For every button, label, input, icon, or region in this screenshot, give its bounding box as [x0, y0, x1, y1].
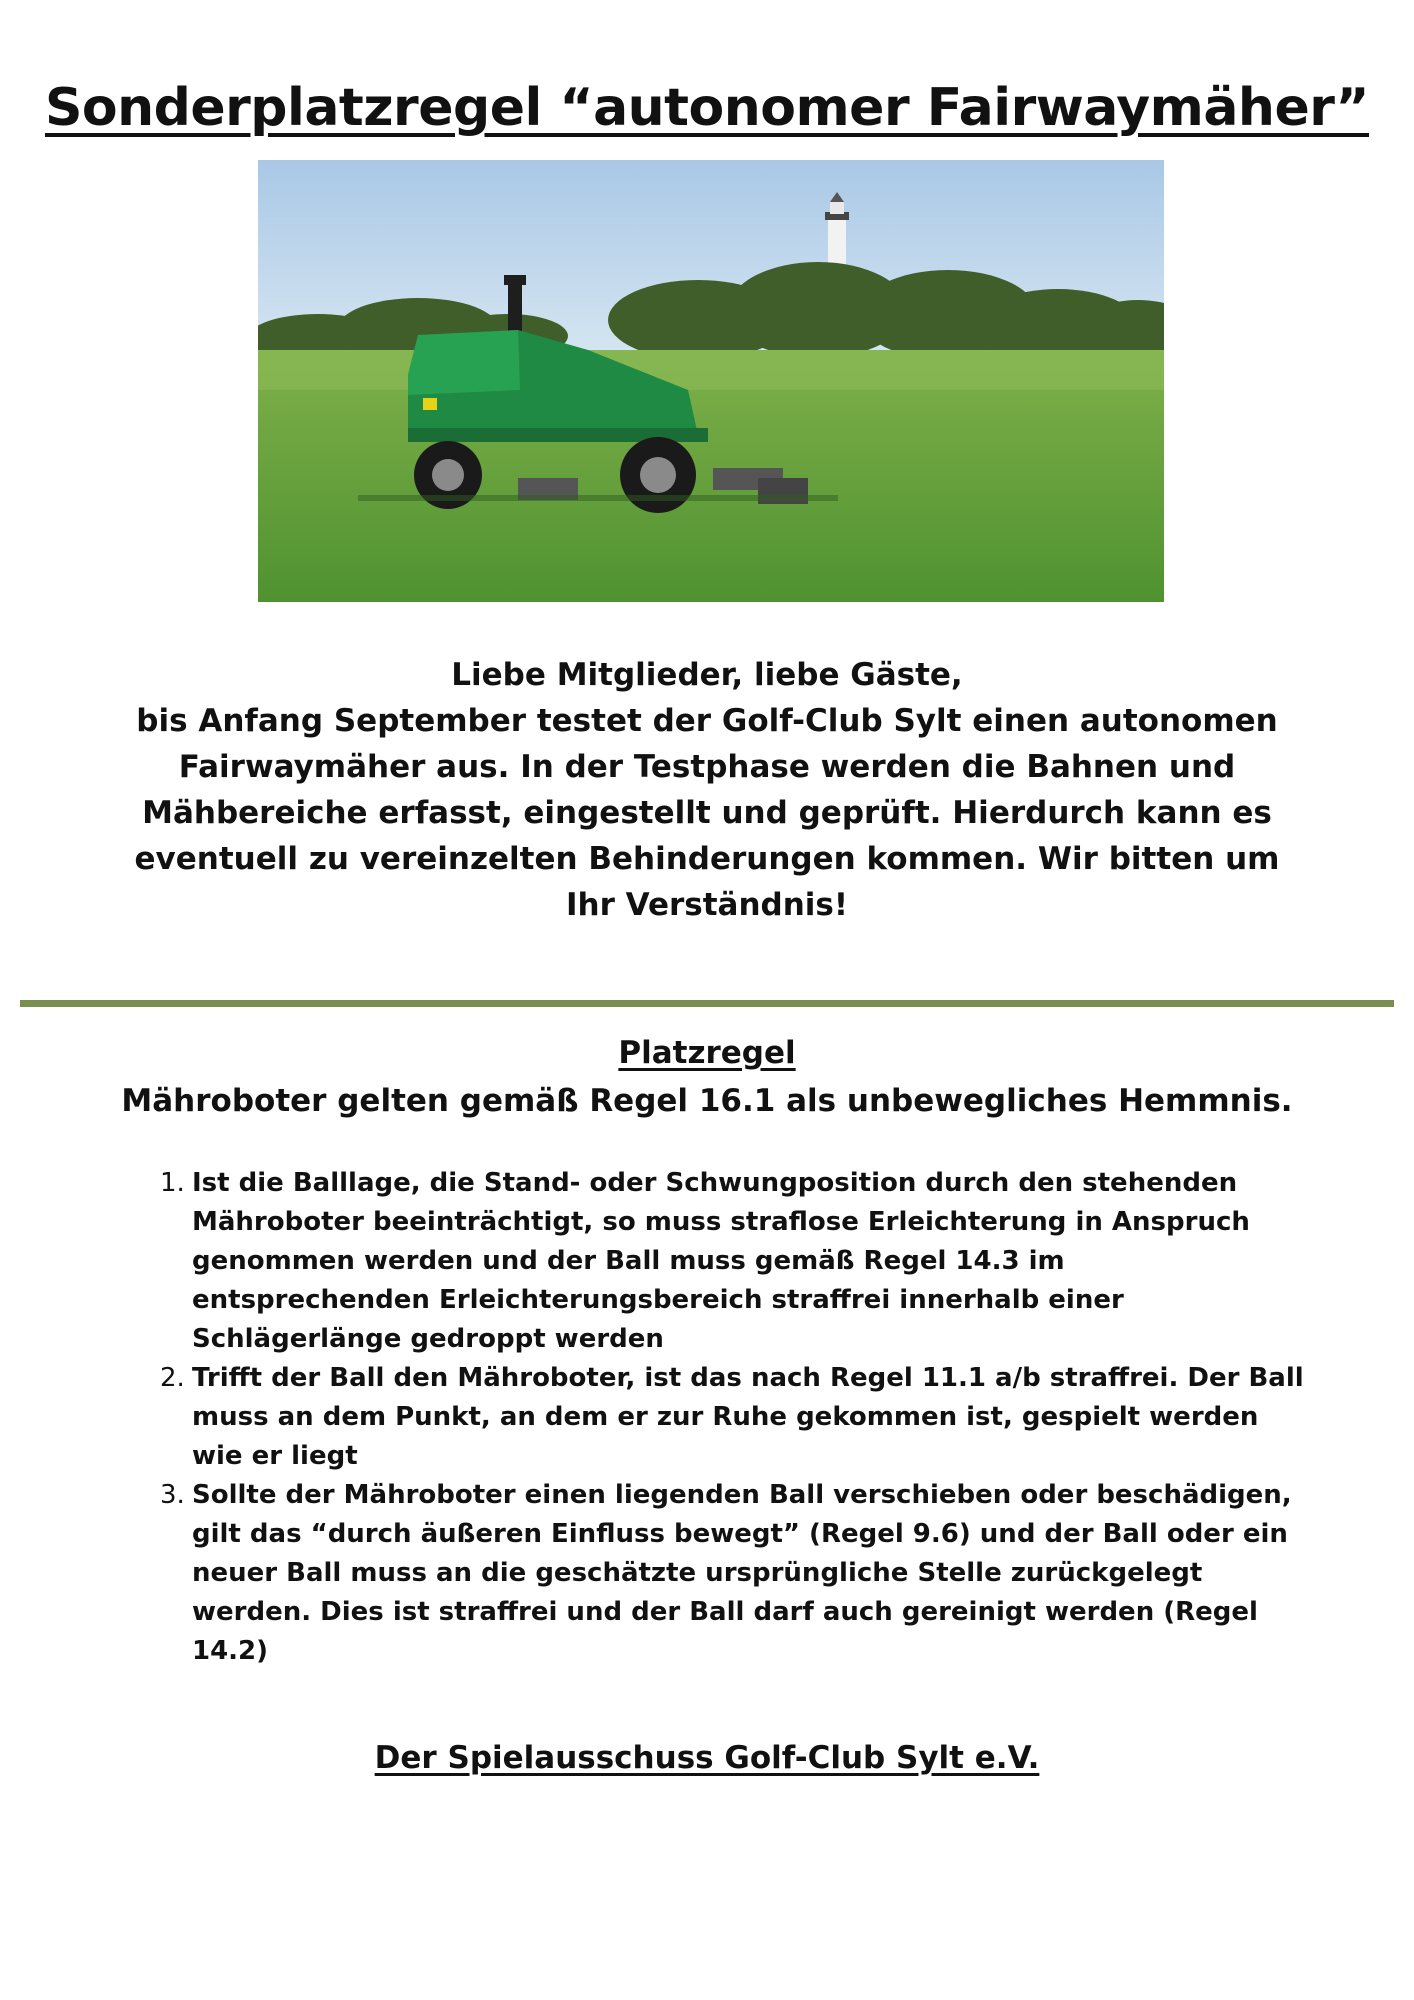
platzregel-subheading: Mähroboter gelten gemäß Regel 16.1 als unbewegliches Hemmnis.	[121, 1083, 1293, 1119]
intro-text	[120, 652, 1294, 928]
list-item	[160, 1476, 1310, 1671]
list-item-text: Sollte der Mähroboter einen liegenden Ball verschieben oder beschädigen, gilt das “durch äußeren Einfluss bewegt” (Regel 9.6) und der Ball oder ein neuer Ball muss an die geschätzte ursprüngliche Stelle zurückgelegt werden. Dies ist straffrei und der Ball darf auch gereinigt werden (Regel 14.2)	[192, 1480, 1292, 1666]
platzregel-heading: Platzregel	[618, 1035, 796, 1071]
intro-greeting: Liebe Mitglieder, liebe Gäste,	[451, 657, 963, 693]
list-item-number: 2.	[160, 1363, 185, 1393]
section-divider	[20, 1000, 1394, 1007]
list-item-number: 1.	[160, 1168, 185, 1198]
list-item	[160, 1359, 1310, 1476]
list-item-number: 3.	[160, 1480, 185, 1510]
mower-photo	[258, 160, 1164, 602]
intro-body: bis Anfang September testet der Golf-Club Sylt einen autonomen Fairwaymäher aus. In der Testphase werden die Bahnen und Mähbereiche erfasst, eingestellt und geprüft. Hierdurch kann es eventuell zu vereinzelten Behinderungen kommen. Wir bitten um Ihr Verständnis!	[134, 703, 1280, 923]
signature: Der Spielausschuss Golf-Club Sylt e.V.	[374, 1740, 1040, 1776]
list-item-text: Ist die Balllage, die Stand- oder Schwungposition durch den stehenden Mähroboter beeinträchtigt, so muss straflose Erleichterung in Anspruch genommen werden und der Ball muss gemäß Regel 14.3 im entsprechenden Erleichterungsbereich straffrei innerhalb einer Schlägerlänge gedroppt werden	[192, 1168, 1250, 1354]
page-title: Sonderplatzregel “autonomer Fairwaymäher”	[44, 78, 1370, 138]
list-item	[160, 1164, 1310, 1359]
list-item-text: Trifft der Ball den Mähroboter, ist das nach Regel 11.1 a/b straffrei. Der Ball muss an dem Punkt, an dem er zur Ruhe gekommen ist, gespielt werden wie er liegt	[192, 1363, 1304, 1471]
rules-list	[160, 1164, 1310, 1671]
